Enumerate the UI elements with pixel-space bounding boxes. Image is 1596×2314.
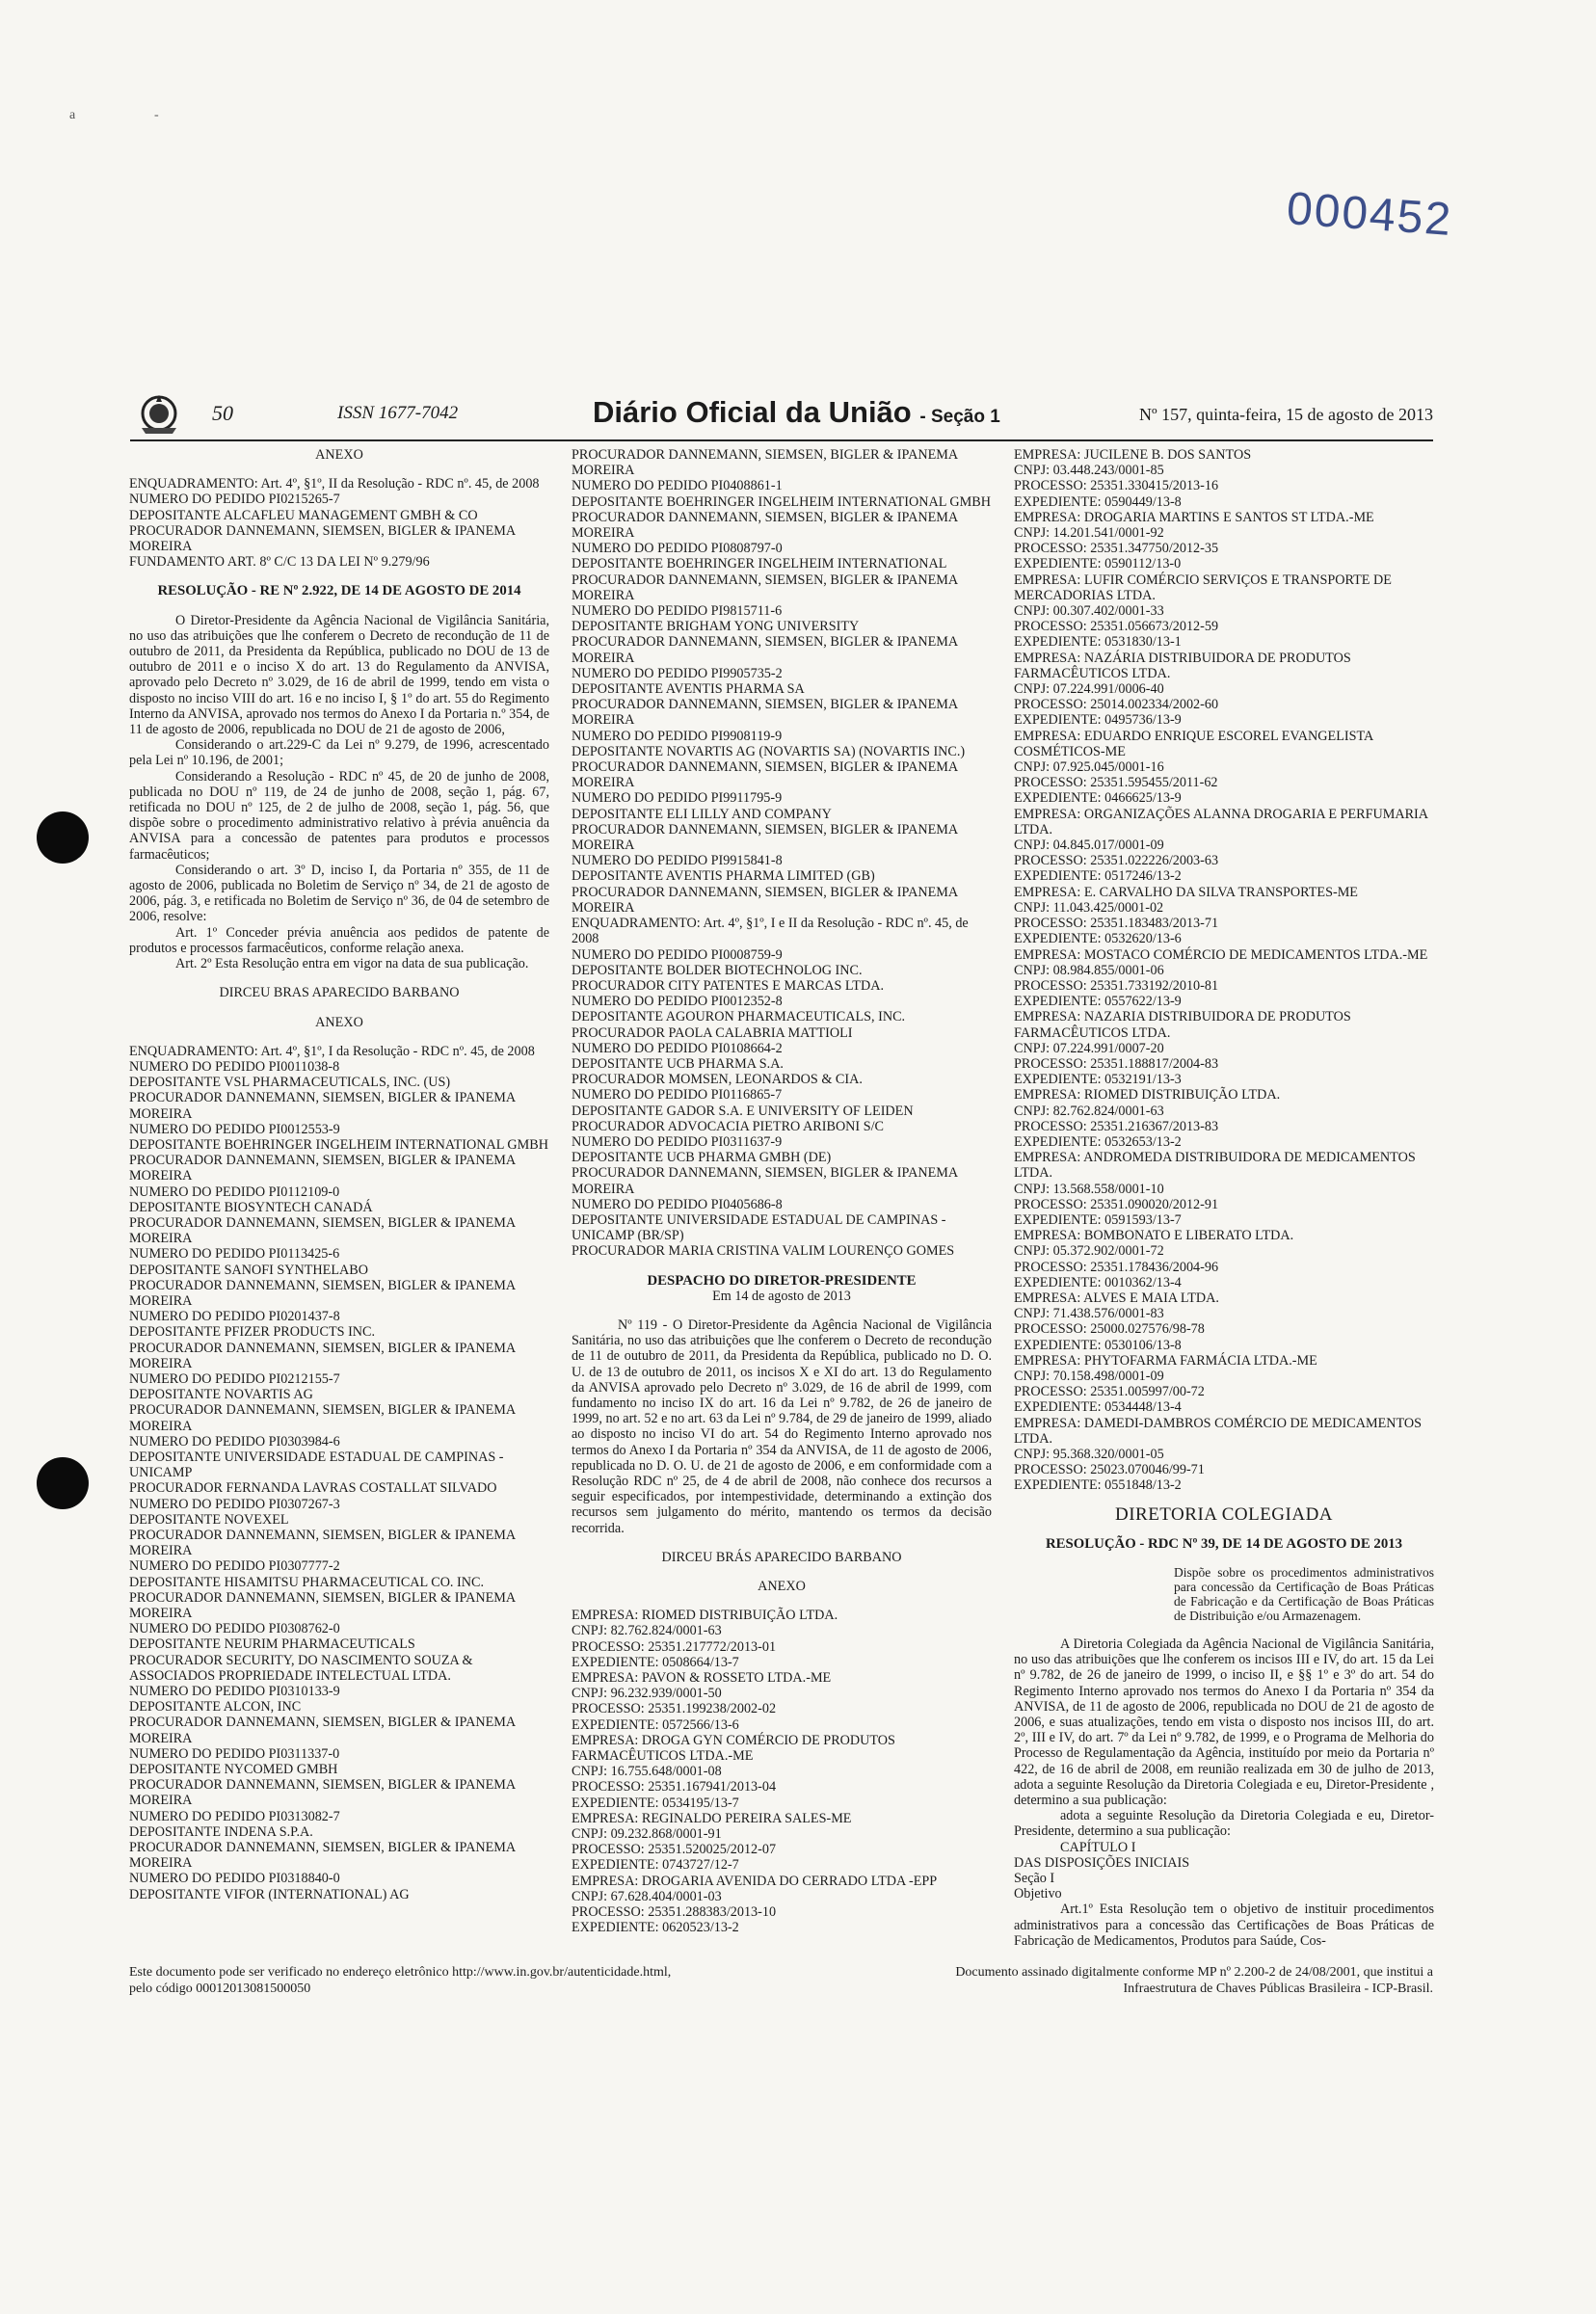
- board-heading: DIRETORIA COLEGIADA: [1114, 1503, 1334, 1525]
- column-3: [1014, 447, 1438, 1949]
- annex-heading: ANEXO: [758, 1579, 806, 1595]
- considering-clause: Considerando o art.229-C da Lei nº 9.279, de 1996, acrescentado pela Lei nº 10.196, de 2001;: [129, 737, 553, 769]
- column-1: [129, 447, 553, 1902]
- scan-mark: -: [154, 108, 159, 122]
- dispatch-title: DESPACHO DO DIRETOR-PRESIDENTE: [647, 1272, 917, 1289]
- verification-text: Este documento pode ser verificado no endereço eletrônico http://www.in.gov.br/autenticidade.html, pelo código 00012013081500050: [129, 1965, 672, 1996]
- punch-hole: [37, 1457, 89, 1509]
- company-list: EMPRESA: JUCILENE B. DOS SANTOS CNPJ: 03.448.243/0001-85 PROCESSO: 25351.330415/2013-16 EXPEDIENTE: 0590449/13-8 EMPRESA: DROGARIA MARTINS E SANTOS ST LTDA.-ME CNPJ: 14.201.541/0001-92 PROCESSO: 25351.347750/2012-35 EXPEDIENTE: 0590112/13-0 EMPRESA: LUFIR COMÉRCIO SERVIÇOS E TRANSPORTE DE MERCADORIAS LTDA. CNPJ: 00.307.402/0001-33 PROCESSO: 25351.056673/2012-59 EXPEDIENTE: 0531830/13-1 EMPRESA: NAZÁRIA DISTRIBUIDORA DE PRODUTOS FARMACÊUTICOS LTDA. CNPJ: 07.224.991/0006-40 PROCESSO: 25014.002334/2002-60 EXPEDIENTE: 0495736/13-9 EMPRESA: EDUARDO ENRIQUE ESCOREL EVANGELISTA COSMÉTICOS-ME CNPJ: 07.925.045/0001-16 PROCESSO: 25351.595455/2011-62 EXPEDIENTE: 0466625/13-9 EMPRESA: ORGANIZAÇÕES ALANNA DROGARIA E PERFUMARIA LTDA. CNPJ: 04.845.017/0001-09 PROCESSO: 25351.022226/2003-63 EXPEDIENTE: 0517246/13-2 EMPRESA: E. CARVALHO DA SILVA TRANSPORTES-ME CNPJ: 11.043.425/0001-02 PROCESSO: 25351.183483/2013-71 EXPEDIENTE: 0532620/13-6 EMPRESA: MOSTACO COMÉRCIO DE MEDICAMENTOS LTDA.-ME CNPJ: 08.984.855/0001-06 PROCESSO: 25351.733192/2010-81 EXPEDIENTE: 0557622/13-9 EMPRESA: NAZARIA DISTRIBUIDORA DE PRODUTOS FARMACÊUTICOS LTDA. CNPJ: 07.224.991/0007-20 PROCESSO: 25351.188817/2004-83 EXPEDIENTE: 0532191/13-3 EMPRESA: RIOMED DISTRIBUIÇÃO LTDA. CNPJ: 82.762.824/0001-63 PROCESSO: 25351.216367/2013-83 EXPEDIENTE: 0532653/13-2 EMPRESA: ANDROMEDA DISTRIBUIDORA DE MEDICAMENTOS LTDA. CNPJ: 13.568.558/0001-10 PROCESSO: 25351.090020/2012-91 EXPEDIENTE: 0591593/13-7 EMPRESA: BOMBONATO E LIBERATO LTDA. CNPJ: 05.372.902/0001-72 PROCESSO: 25351.178436/2004-96 EXPEDIENTE: 0010362/13-4 EMPRESA: ALVES E MAIA LTDA. CNPJ: 71.438.576/0001-83 PROCESSO: 25000.027576/98-78 EXPEDIENTE: 0530106/13-8 EMPRESA: PHYTOFARMA FARMÁCIA LTDA.-ME CNPJ: 70.158.498/0001-09 PROCESSO: 25351.005997/00-72 EXPEDIENTE: 0534448/13-4 EMPRESA: DAMEDI-DAMBROS COMÉRCIO DE MEDICAMENTOS LTDA. CNPJ: 95.368.320/0001-05 PROCESSO: 25023.070046/99-71 EXPEDIENTE: 0551848/13-2: [1014, 447, 1428, 1494]
- page-header: [130, 393, 1433, 438]
- publication-title: [593, 395, 1000, 430]
- signatory: DIRCEU BRÁS APARECIDO BARBANO: [661, 1549, 902, 1565]
- article-1: Art. 1º Conceder prévia anuência aos pedidos de patente de produtos e processos farmacêuticos, conforme relação anexa.: [129, 924, 553, 956]
- dispatch-date: Em 14 de agosto de 2013: [712, 1288, 851, 1304]
- chapter-heading: CAPÍTULO I DAS DISPOSIÇÕES INICIAIS Seção I Objetivo: [1014, 1839, 1190, 1902]
- article-2: Art. 2º Esta Resolução entra em vigor na data de sua publicação.: [175, 956, 529, 972]
- company-list: EMPRESA: RIOMED DISTRIBUIÇÃO LTDA. CNPJ: 82.762.824/0001-63 PROCESSO: 25351.217772/2013-01 EXPEDIENTE: 0508664/13-7 EMPRESA: PAVON & ROSSETO LTDA.-ME CNPJ: 96.232.939/0001-50 PROCESSO: 25351.199238/2002-02 EXPEDIENTE: 0572566/13-6 EMPRESA: DROGA GYN COMÉRCIO DE PRODUTOS FARMACÊUTICOS LTDA.-ME CNPJ: 16.755.648/0001-08 PROCESSO: 25351.167941/2013-04 EXPEDIENTE: 0534195/13-7 EMPRESA: REGINALDO PEREIRA SALES-ME CNPJ: 09.232.868/0001-91 PROCESSO: 25351.520025/2012-07 EXPEDIENTE: 0743727/12-7 EMPRESA: DROGARIA AVENIDA DO CERRADO LTDA -EPP CNPJ: 67.628.404/0001-03 PROCESSO: 25351.288383/2013-10 EXPEDIENTE: 0620523/13-2: [572, 1608, 938, 1936]
- issue-info: Nº 157, quinta-feira, 15 de agosto de 2013: [1138, 405, 1433, 424]
- signature-text: Documento assinado digitalmente conforme MP nº 2.200-2 de 24/08/2001, que institui a Infraestrutura de Chaves Públicas Brasileira - ICP-Brasil.: [955, 1965, 1433, 1996]
- header-divider: [130, 439, 1433, 441]
- section-label: - Seção 1: [919, 407, 1000, 427]
- verification-note: [129, 1964, 804, 1997]
- annex-heading: ANEXO: [315, 447, 363, 463]
- handwritten-page-stamp: 000452: [1285, 183, 1454, 246]
- annex-heading: ANEXO: [315, 1014, 363, 1030]
- rdc-adoption: adota a seguinte Resolução da Diretoria Colegiada e eu, Diretor-Presidente, determino a sua publicação:: [1014, 1808, 1434, 1840]
- rdc-title: RESOLUÇÃO - RDC Nº 39, DE 14 DE AGOSTO DE 2013: [1045, 1535, 1403, 1552]
- patent-list: PROCURADOR DANNEMANN, SIEMSEN, BIGLER & IPANEMA MOREIRA NUMERO DO PEDIDO PI0408861-1 DEPOSITANTE BOEHRINGER INGELHEIM INTERNATIONAL GMBH PROCURADOR DANNEMANN, SIEMSEN, BIGLER & IPANEMA MOREIRA NUMERO DO PEDIDO PI0808797-0 DEPOSITANTE BOEHRINGER INGELHEIM INTERNATIONAL PROCURADOR DANNEMANN, SIEMSEN, BIGLER & IPANEMA MOREIRA NUMERO DO PEDIDO PI9815711-6 DEPOSITANTE BRIGHAM YONG UNIVERSITY PROCURADOR DANNEMANN, SIEMSEN, BIGLER & IPANEMA MOREIRA NUMERO DO PEDIDO PI9905735-2 DEPOSITANTE AVENTIS PHARMA SA PROCURADOR DANNEMANN, SIEMSEN, BIGLER & IPANEMA MOREIRA NUMERO DO PEDIDO PI9908119-9 DEPOSITANTE NOVARTIS AG (NOVARTIS SA) (NOVARTIS INC.) PROCURADOR DANNEMANN, SIEMSEN, BIGLER & IPANEMA MOREIRA NUMERO DO PEDIDO PI9911795-9 DEPOSITANTE ELI LILLY AND COMPANY PROCURADOR DANNEMANN, SIEMSEN, BIGLER & IPANEMA MOREIRA NUMERO DO PEDIDO PI9915841-8 DEPOSITANTE AVENTIS PHARMA LIMITED (GB) PROCURADOR DANNEMANN, SIEMSEN, BIGLER & IPANEMA MOREIRA ENQUADRAMENTO: Art. 4º, §1º, I e II da Resolução - RDC nº. 45, de 2008 NUMERO DO PEDIDO PI0008759-9 DEPOSITANTE BOLDER BIOTECHNOLOG INC. PROCURADOR CITY PATENTES E MARCAS LTDA. NUMERO DO PEDIDO PI0012352-8 DEPOSITANTE AGOURON PHARMACEUTICALS, INC. PROCURADOR PAOLA CALABRIA MATTIOLI NUMERO DO PEDIDO PI0108664-2 DEPOSITANTE UCB PHARMA S.A. PROCURADOR MOMSEN, LEONARDOS & CIA. NUMERO DO PEDIDO PI0116865-7 DEPOSITANTE GADOR S.A. E UNIVERSITY OF LEIDEN PROCURADOR ADVOCACIA PIETRO ARIBONI S/C NUMERO DO PEDIDO PI0311637-9 DEPOSITANTE UCB PHARMA GMBH (DE) PROCURADOR DANNEMANN, SIEMSEN, BIGLER & IPANEMA MOREIRA NUMERO DO PEDIDO PI0405686-8 DEPOSITANTE UNIVERSIDADE ESTADUAL DE CAMPINAS - UNICAMP (BR/SP) PROCURADOR MARIA CRISTINA VALIM LOURENÇO GOMES: [572, 447, 991, 1260]
- dispatch-body: Nº 119 - O Diretor-Presidente da Agência Nacional de Vigilância Sanitária, no uso das atribuições que lhe conferem o Decreto de recondução de 11 de outubro de 2011, da Presidenta da República, publicado no D. O. U. de 13 de outubro de 2011, os incisos X e XI do art. 13 do Regulamento da ANVISA aprovado pelo Decreto nº 3.029, de 16 de abril de 1999, com fundamento no inciso IX do art. 16 da Lei nº 9.782, de 26 de janeiro de 1999, no art. 52 e no art. 63 da Lei nº 9.784, de 29 de janeiro de 1999, aliado ao disposto no inciso VI do art. 54 do Regimento Interno aprovado nos termos do Anexo I da Portaria nº 354 da ANVISA, de 11 de agosto de 2006, republicada no D. O. U. de 21 de agosto de 2006, e em conformidade com a Resolução RDC nº 25, de 4 de abril de 2008, não conhece dos recursos a seguir especificados, por intempestividade, determinando a extinção dos recursos sem julgamento do mérito, mantendo os termos da decisão recorrida.: [572, 1317, 996, 1536]
- patent-list: ENQUADRAMENTO: Art. 4º, §1º, I da Resolução - RDC nº. 45, de 2008 NUMERO DO PEDIDO PI0011038-8 DEPOSITANTE VSL PHARMACEUTICALS, INC. (US) PROCURADOR DANNEMANN, SIEMSEN, BIGLER & IPANEMA MOREIRA NUMERO DO PEDIDO PI0012553-9 DEPOSITANTE BOEHRINGER INGELHEIM INTERNATIONAL GMBH PROCURADOR DANNEMANN, SIEMSEN, BIGLER & IPANEMA MOREIRA NUMERO DO PEDIDO PI0112109-0 DEPOSITANTE BIOSYNTECH CANADÁ PROCURADOR DANNEMANN, SIEMSEN, BIGLER & IPANEMA MOREIRA NUMERO DO PEDIDO PI0113425-6 DEPOSITANTE SANOFI SYNTHELABO PROCURADOR DANNEMANN, SIEMSEN, BIGLER & IPANEMA MOREIRA NUMERO DO PEDIDO PI0201437-8 DEPOSITANTE PFIZER PRODUCTS INC. PROCURADOR DANNEMANN, SIEMSEN, BIGLER & IPANEMA MOREIRA NUMERO DO PEDIDO PI0212155-7 DEPOSITANTE NOVARTIS AG PROCURADOR DANNEMANN, SIEMSEN, BIGLER & IPANEMA MOREIRA NUMERO DO PEDIDO PI0303984-6 DEPOSITANTE UNIVERSIDADE ESTADUAL DE CAMPINAS - UNICAMP PROCURADOR FERNANDA LAVRAS COSTALLAT SILVADO NUMERO DO PEDIDO PI0307267-3 DEPOSITANTE NOVEXEL PROCURADOR DANNEMANN, SIEMSEN, BIGLER & IPANEMA MOREIRA NUMERO DO PEDIDO PI0307777-2 DEPOSITANTE HISAMITSU PHARMACEUTICAL CO. INC. PROCURADOR DANNEMANN, SIEMSEN, BIGLER & IPANEMA MOREIRA NUMERO DO PEDIDO PI0308762-0 DEPOSITANTE NEURIM PHARMACEUTICALS PROCURADOR SECURITY, DO NASCIMENTO SOUZA & ASSOCIADOS PROPRIEDADE INTELECTUAL LTDA. NUMERO DO PEDIDO PI0310133-9 DEPOSITANTE ALCON, INC PROCURADOR DANNEMANN, SIEMSEN, BIGLER & IPANEMA MOREIRA NUMERO DO PEDIDO PI0311337-0 DEPOSITANTE NYCOMED GMBH PROCURADOR DANNEMANN, SIEMSEN, BIGLER & IPANEMA MOREIRA NUMERO DO PEDIDO PI0313082-7 DEPOSITANTE INDENA S.P.A. PROCURADOR DANNEMANN, SIEMSEN, BIGLER & IPANEMA MOREIRA NUMERO DO PEDIDO PI0318840-0 DEPOSITANTE VIFOR (INTERNATIONAL) AG: [129, 1043, 548, 1902]
- rdc-preamble: A Diretoria Colegiada da Agência Nacional de Vigilância Sanitária, no uso das atribuições que lhe conferem os incisos III e IV, do art. 15 da Lei nº 9.782, de 26 de janeiro de 1999, o inciso II, e §§ 1º e 3º do art. 54 do Regimento Interno aprovado nos termos do Anexo I da Portaria nº 354 da ANVISA, de 11 de agosto de 2006, republicada no DOU de 21 de agosto de 2006, e suas atualizações, tendo em vista o disposto nos incisos III, do art. 2º, III e IV, do art. 7º da Lei nº 9.782, de 1999, e o Programa de Melhoria do Processo de Regulamentação da Agência, instituído por meio da Portaria nº 422, de 16 de abril de 2008, em reunião realizada em 30 de julho de 2013, adota a seguinte Resolução da Diretoria Colegiada e eu, Diretor-Presidente , determino a sua publicação:: [1014, 1636, 1438, 1809]
- issn: ISSN 1677-7042: [337, 403, 459, 423]
- coat-of-arms-icon: [130, 393, 188, 436]
- resolution-title: RESOLUÇÃO - RE Nº 2.922, DE 14 DE AGOSTO DE 2014: [157, 583, 521, 599]
- rdc-article-1: Art.1º Esta Resolução tem o objetivo de instituir procedimentos administrativos para a concessão das Certificações de Boas Práticas de Fabricação de Medicamentos, Produtos para Saúde, Cos-: [1014, 1902, 1438, 1949]
- resolution-preamble: O Diretor-Presidente da Agência Nacional de Vigilância Sanitária, no uso das atribuições que lhe conferem o Decreto de recondução de 11 de outubro de 2011, da Presidenta da República, publicado no DOU de 13 de outubro de 2011 e o inciso X do art. 13 do Regulamento da ANVISA, aprovado pelo Decreto nº 3.029, de 16 de abril de 1999, tendo em vista o disposto no inciso VIII do art. 16 e no inciso I, § 1º do art. 55 do Regimento Interno da ANVISA, aprovado nos termos do Anexo I da Portaria n.º 354, de 11 de agosto de 2006, republicada no DOU de 21 de agosto de 2006,: [129, 612, 553, 738]
- title-text: Diário Oficial da União: [593, 395, 912, 429]
- scan-mark: a: [69, 108, 76, 122]
- considering-clause: Considerando o art. 3º D, inciso I, da Portaria nº 355, de 11 de agosto de 2006, publicada no Boletim de Serviço nº 34, de 21 de agosto de 2006, pág. 3, e retificada no Boletim de Serviço nº 36, de 04 de setembro de 2006, resolve:: [129, 862, 553, 925]
- page-number: 50: [212, 401, 233, 425]
- patent-list: ENQUADRAMENTO: Art. 4º, §1º, II da Resolução - RDC nº. 45, de 2008 NUMERO DO PEDIDO PI0215265-7 DEPOSITANTE ALCAFLEU MANAGEMENT GMBH & CO PROCURADOR DANNEMANN, SIEMSEN, BIGLER & IPANEMA MOREIRA FUNDAMENTO ART. 8º C/C 13 DA LEI Nº 9.279/96: [129, 476, 540, 571]
- signature-note: [819, 1964, 1433, 1997]
- signatory: DIRCEU BRAS APARECIDO BARBANO: [219, 985, 460, 1001]
- column-2: [572, 447, 996, 1936]
- considering-clause: Considerando a Resolução - RDC nº 45, de 20 de junho de 2008, publicada no DOU nº 119, de 24 de junho de 2008, seção 1, pág. 67, retificada no DOU nº 125, de 2 de julho de 2008, seção 1, pág. 56, que dispõe sobre o procedimento administrativo relativo à prévia anuência da ANVISA para a concessão de patentes para produtos e processos farmacêuticos;: [129, 768, 553, 863]
- rdc-summary: Dispõe sobre os procedimentos administrativos para concessão da Certificação de Boas Práticas de Fabricação e da Certificação de Boas Práticas de Distribuição e/ou Armazenagem.: [1174, 1565, 1438, 1624]
- punch-hole: [37, 811, 89, 864]
